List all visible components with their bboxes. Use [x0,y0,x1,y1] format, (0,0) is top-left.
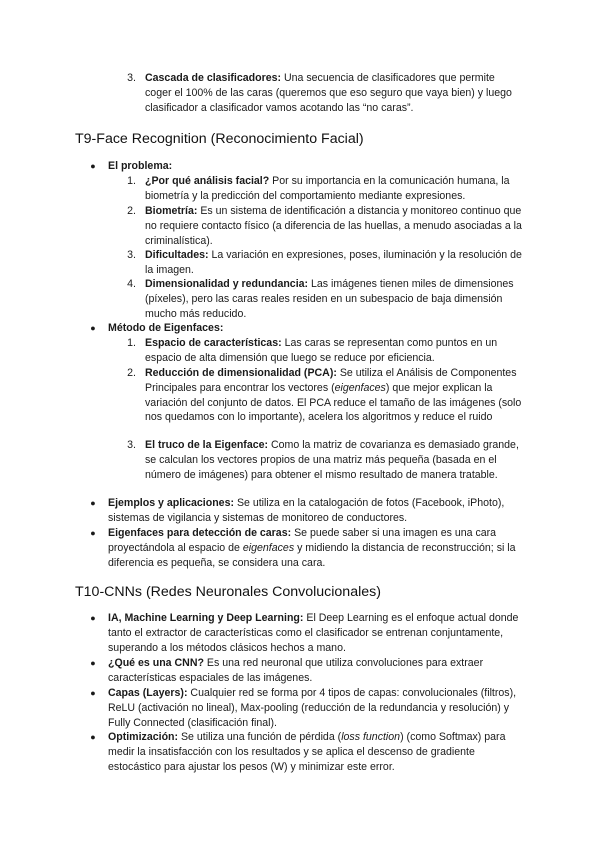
method-item: 3. El truco de la Eigenface: Como la matriz de covarianza es demasiado grande, se calculan los vectores propios de una matriz más pequeña (basada en el número de imágenes) para obtener el mismo resultado de manera tratable. [127,439,519,481]
bullet-cnn-item: ● ¿Qué es una CNN? Es una red neuronal que utiliza convoluciones para extraer características espaciales de las imágenes. [108,656,528,686]
bullet-glyph: ● [90,732,96,742]
bullet-detection: ● Eigenfaces para detección de caras: Se puede saber si una imagen es una cara proyectándola al espacio de eigenfaces y midiendo la distancia de reconstrucción; si la diferencia es pequeña, se considera una cara. [108,526,528,570]
cascade-item: 3. Cascada de clasificadores: Una secuencia de clasificadores que permite coger el 100% de las caras (queremos que eso seguro que vaya bien) y luego clasificador a clasificador vamos acotando las “no caras”. [127,72,512,114]
bullet-cnn-item: ● Capas (Layers): Cualquier red se forma por 4 tipos de capas: convolucionales (filtros), ReLU (activación no lineal), Max-pooling (reducción de la redundancia y resolución) y Fully Connected (clasificación final). [108,686,528,730]
bullet-glyph: ● [90,323,96,333]
item-title: Cascada de clasificadores: [145,72,282,84]
bullet-glyph: ● [90,688,96,698]
problem-item: 2. Biometría: Es un sistema de identificación a distancia y monitoreo continuo que no requiere contacto físico (a diferencia de las huellas, a menudo asociadas a la criminalística). [127,205,522,247]
bullet-glyph: ● [90,528,96,538]
bullet-examples: ● Ejemplos y aplicaciones: Se utiliza en la catalogación de fotos (Facebook, iPhoto), sistemas de vigilancia y sistemas de monitoreo de conductores. [108,496,528,526]
method-item: 1. Espacio de características: Las caras se representan como puntos en un espacio de alta dimensión que luego se reduce por eficiencia. [127,337,498,364]
section-heading-t9: T9-Face Recognition (Reconocimiento Facial) [75,131,364,147]
bullet-glyph: ● [90,498,96,508]
bullet-cnn-item: ● Optimización: Se utiliza una función de pérdida (loss function) (como Softmax) para medir la insatisfacción con los resultados y se aplica el descenso de gradiente estocástico para ajustar los pesos (W) y minimizar este error. [108,730,528,774]
item-text: Una secuencia de clasificadores que permite coger el 100% de las caras (queremos que eso seguro que vaya bien) y luego clasificador a clasificador vamos acotando las “no caras”. [145,72,512,114]
problem-item: 1. ¿Por qué análisis facial? Por su importancia en la comunicación humana, la biometría y la predicción del comportamiento mediante expresiones. [127,175,510,202]
bullet-method: ● Método de Eigenfaces: [108,321,528,336]
bullet-glyph: ● [90,161,96,171]
bullet-problem: ● El problema: [108,159,528,174]
bullet-glyph: ● [90,613,96,623]
bullet-cnn-item: ● IA, Machine Learning y Deep Learning: El Deep Learning es el enfoque actual donde tanto el extractor de características como el clasificador se entrenan conjuntamente, superando a los métodos clásicos hechos a mano. [108,611,528,655]
section-heading-t10: T10-CNNs (Redes Neuronales Convolucionales) [75,584,381,600]
problem-item: 3. Dificultades: La variación en expresiones, poses, iluminación y la resolución de la imagen. [127,249,522,276]
method-item: 2. Reducción de dimensionalidad (PCA): Se utiliza el Análisis de Componentes Principales para encontrar los vectores (eigenfaces) que mejor explican la variación del conjunto de datos. El PCA reduce el tamaño de las imágenes (solo nos quedamos con lo importante), acelera los algoritmos y reduce el ruido [127,367,522,424]
bullet-glyph: ● [90,658,96,668]
problem-item: 4. Dimensionalidad y redundancia: Las imágenes tienen miles de dimensiones (píxeles), pero las caras reales residen en un subespacio de baja dimensión mucho más reducido. [127,278,514,320]
